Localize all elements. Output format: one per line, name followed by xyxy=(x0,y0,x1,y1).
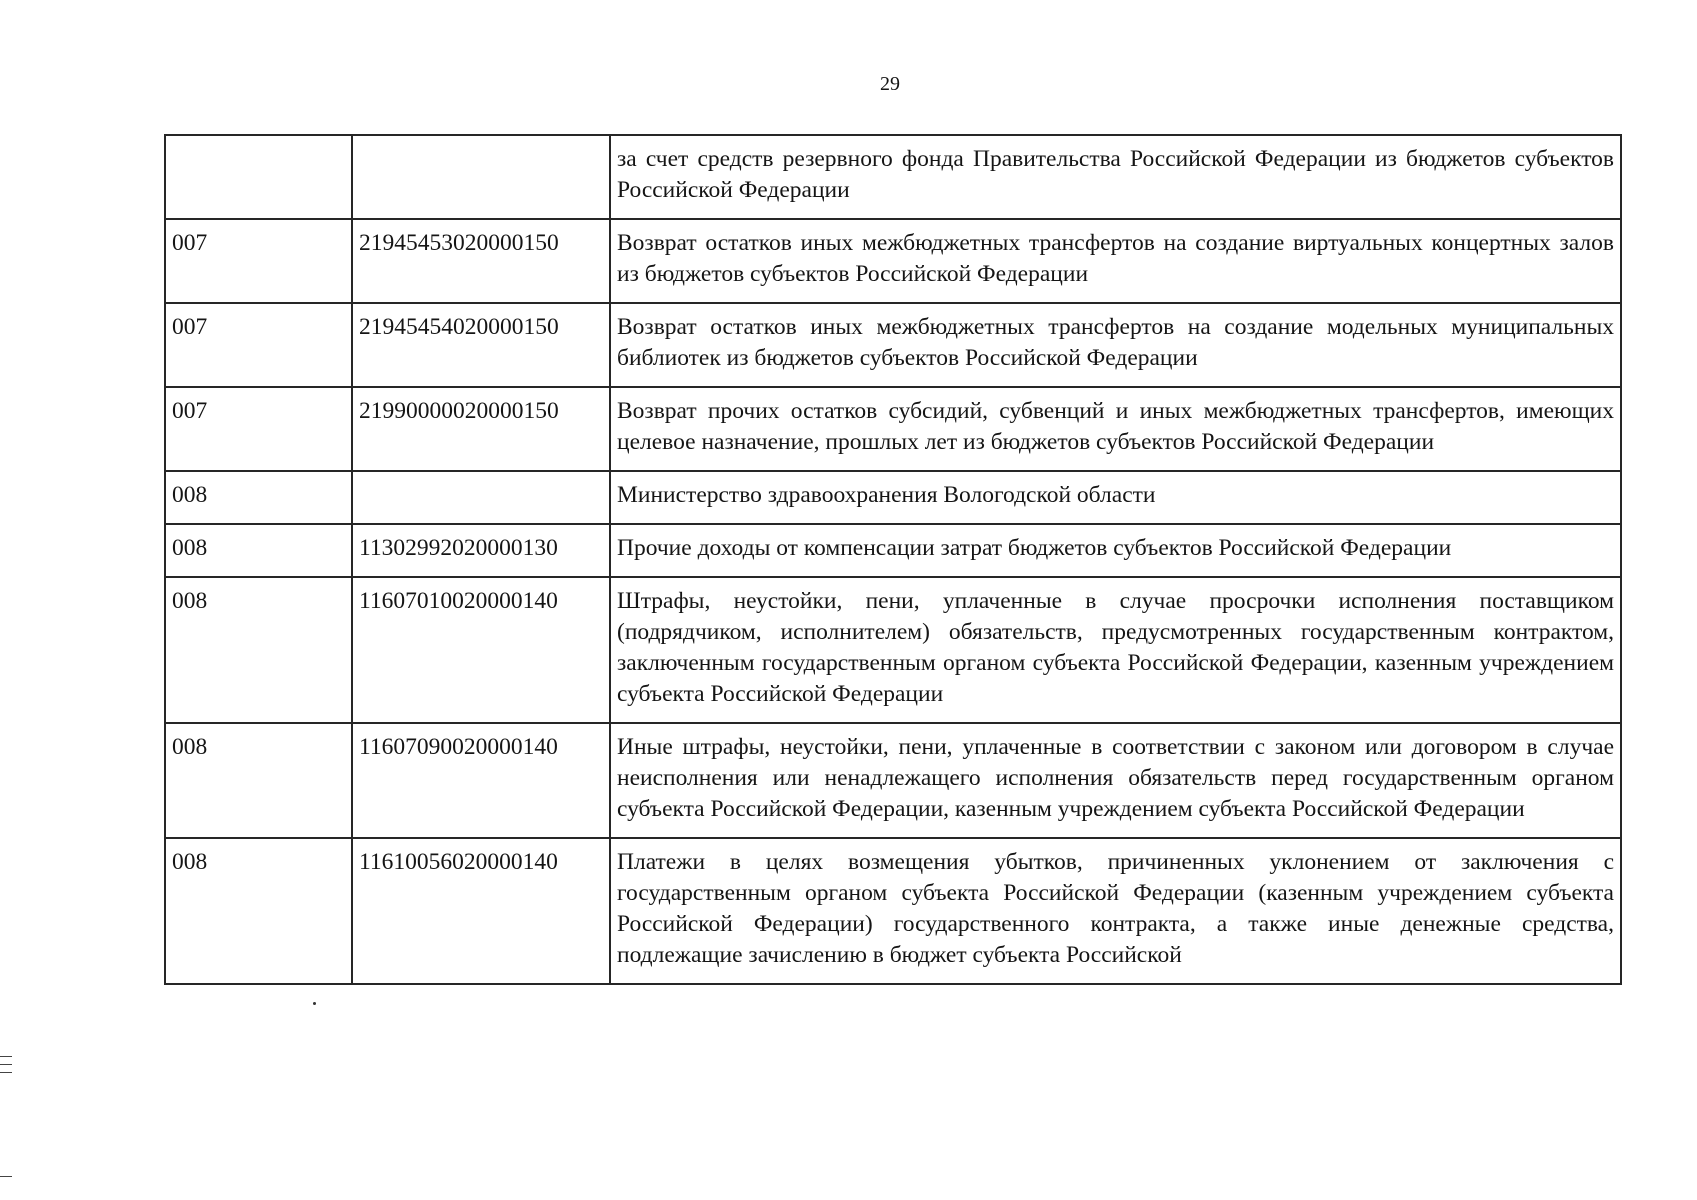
table-row xyxy=(165,723,1621,838)
table-row xyxy=(165,838,1621,984)
revenue-code-cell: 11610056020000140 xyxy=(352,838,610,984)
revenue-code-cell: 11302992020000130 xyxy=(352,524,610,577)
page-number: 29 xyxy=(880,73,900,95)
revenue-name-cell: Платежи в целях возмещения убытков, причиненных уклонением от заключения с государственным органом субъекта Российской Федерации (казенным учреждением субъекта Российской Федерации) государственного контракта, а также иные денежные средства, подлежащие зачислению в бюджет субъекта Российской xyxy=(610,838,1621,984)
revenue-name-cell: Прочие доходы от компенсации затрат бюджетов субъектов Российской Федерации xyxy=(610,524,1621,577)
revenue-code-cell: 21945453020000150 xyxy=(352,219,610,303)
scan-margin-mark xyxy=(0,1072,12,1073)
admin-code-cell: 008 xyxy=(165,524,352,577)
table-row xyxy=(165,471,1621,524)
table-row xyxy=(165,387,1621,471)
scan-speck xyxy=(313,1002,316,1005)
revenue-code-cell: 11607010020000140 xyxy=(352,577,610,723)
admin-code-cell: 007 xyxy=(165,387,352,471)
table-row xyxy=(165,577,1621,723)
revenue-name-cell: Возврат остатков иных межбюджетных трансфертов на создание модельных муниципальных библиотек из бюджетов субъектов Российской Федерации xyxy=(610,303,1621,387)
admin-code-cell: 008 xyxy=(165,471,352,524)
table-row xyxy=(165,303,1621,387)
revenue-code-cell: 21990000020000150 xyxy=(352,387,610,471)
revenue-name-cell: Возврат остатков иных межбюджетных трансфертов на создание виртуальных концертных залов из бюджетов субъектов Российской Федерации xyxy=(610,219,1621,303)
table-row xyxy=(165,219,1621,303)
table-row xyxy=(165,135,1621,219)
admin-code-cell: 008 xyxy=(165,577,352,723)
scan-margin-mark xyxy=(0,1176,12,1177)
revenue-name-cell: Штрафы, неустойки, пени, уплаченные в случае просрочки исполнения поставщиком (подрядчиком, исполнителем) обязательств, предусмотренных государственным контрактом, заключенным государственным органом субъекта Российской Федерации, казенным учреждением субъекта Российской Федерации xyxy=(610,577,1621,723)
revenue-name-cell: за счет средств резервного фонда Правительства Российской Федерации из бюджетов субъектов Российской Федерации xyxy=(610,135,1621,219)
revenue-name-cell: Министерство здравоохранения Вологодской области xyxy=(610,471,1621,524)
scan-margin-mark xyxy=(0,1064,12,1065)
revenue-code-cell xyxy=(352,135,610,219)
admin-code-cell: 007 xyxy=(165,219,352,303)
table-row xyxy=(165,524,1621,577)
revenue-classification-table xyxy=(164,134,1622,985)
revenue-code-cell: 21945454020000150 xyxy=(352,303,610,387)
admin-code-cell: 007 xyxy=(165,303,352,387)
revenue-code-cell xyxy=(352,471,610,524)
revenue-name-cell: Возврат прочих остатков субсидий, субвенций и иных межбюджетных трансфертов, имеющих целевое назначение, прошлых лет из бюджетов субъектов Российской Федерации xyxy=(610,387,1621,471)
revenue-name-cell: Иные штрафы, неустойки, пени, уплаченные в соответствии с законом или договором в случае неисполнения или ненадлежащего исполнения обязательств перед государственным органом субъекта Российской Федерации, казенным учреждением субъекта Российской Федерации xyxy=(610,723,1621,838)
revenue-code-cell: 11607090020000140 xyxy=(352,723,610,838)
admin-code-cell xyxy=(165,135,352,219)
scan-margin-mark xyxy=(0,1056,12,1057)
admin-code-cell: 008 xyxy=(165,838,352,984)
admin-code-cell: 008 xyxy=(165,723,352,838)
